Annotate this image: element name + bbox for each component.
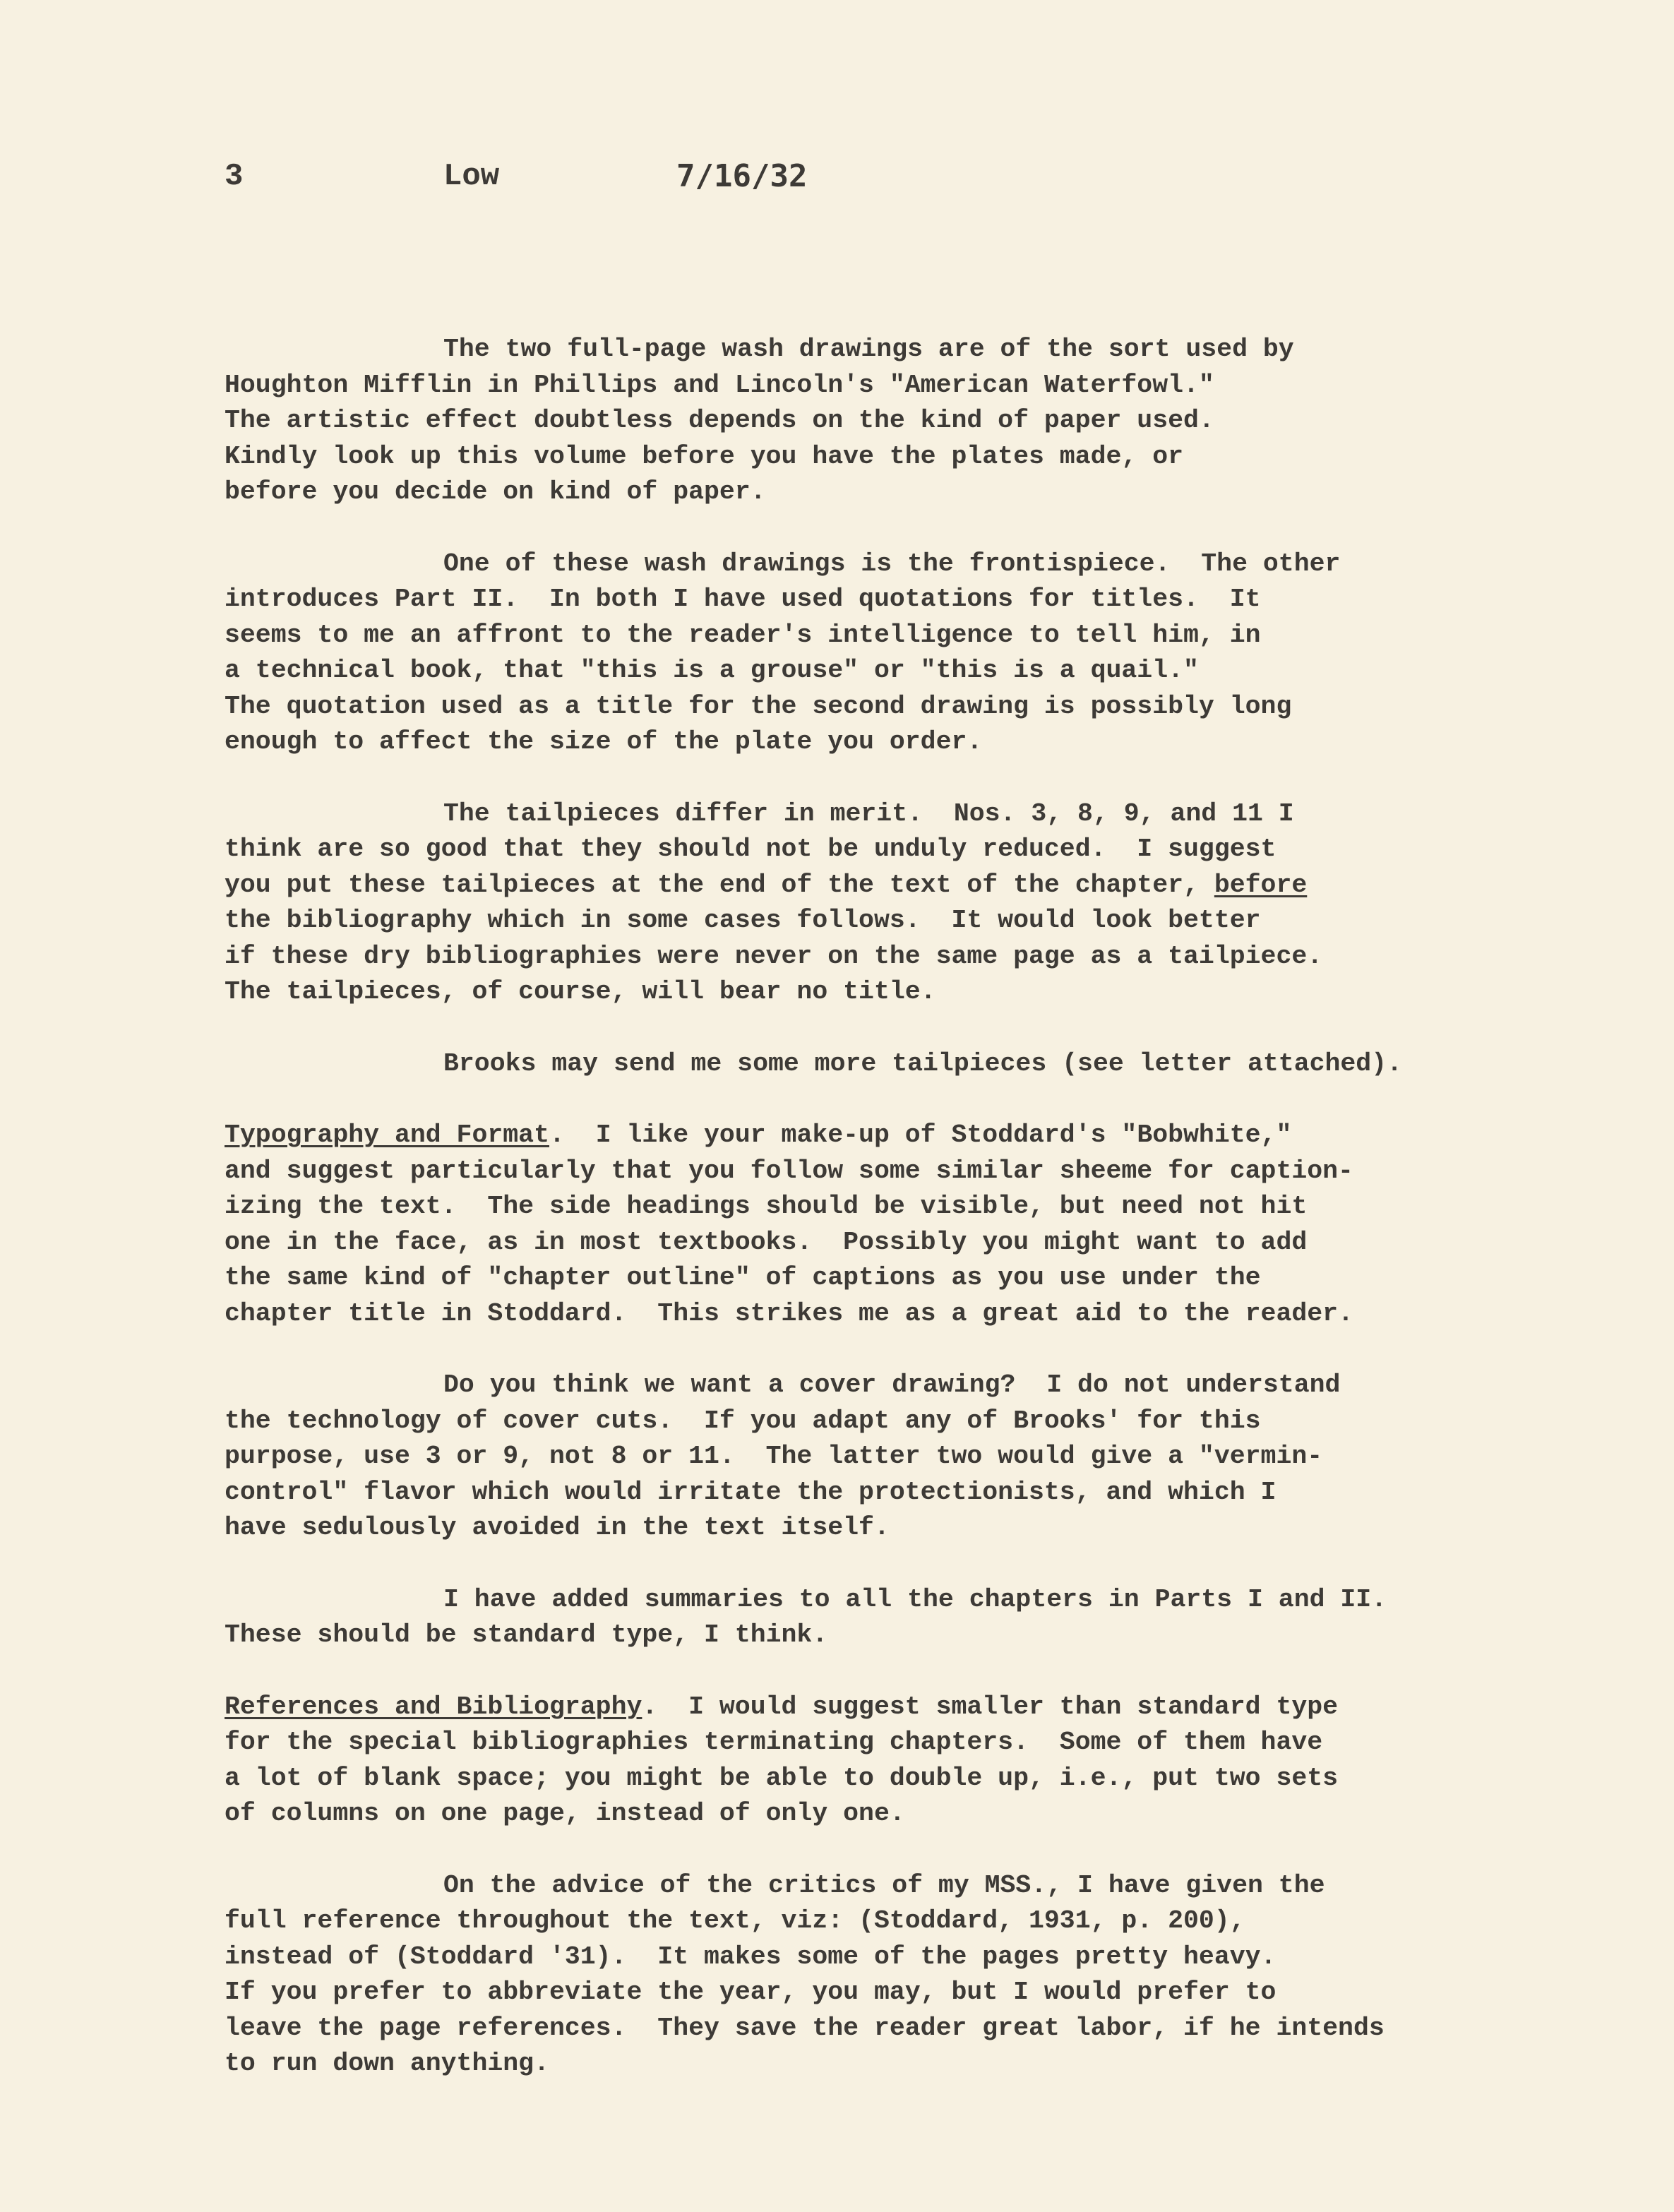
text-line <box>225 1118 1566 1154</box>
text-line: On the advice of the critics of my MSS., I have given the <box>443 1870 1325 1900</box>
text-line: before you decide on kind of paper. <box>225 477 766 506</box>
text-line: seems to me an affront to the reader's intelligence to tell him, in <box>225 620 1261 650</box>
text-line: chapter title in Stoddard. This strikes me as a great aid to the reader. <box>225 1298 1353 1328</box>
text-line: One of these wash drawings is the frontispiece. The other <box>443 549 1341 578</box>
letter-body <box>225 332 1566 2118</box>
paragraph-wash-drawings <box>225 332 1566 510</box>
underlined-word: before <box>1214 870 1308 899</box>
paragraph-typography <box>225 1118 1566 1332</box>
text-line: Kindly look up this volume before you have the plates made, or <box>225 441 1184 471</box>
paragraph-brooks <box>225 1046 1566 1082</box>
paragraph-references <box>225 1690 1566 1832</box>
text-segment: . I would suggest smaller than standard type <box>642 1692 1339 1721</box>
text-line: have sedulously avoided in the text itself. <box>225 1513 890 1542</box>
text-line: The artistic effect doubtless depends on the kind of paper used. <box>225 406 1214 435</box>
text-line: The tailpieces differ in merit. Nos. 3, 8, 9, and 11 I <box>443 799 1294 828</box>
text-segment: . I like your make-up of Stoddard's "Bobwhite," <box>549 1120 1292 1149</box>
text-line <box>225 868 1566 904</box>
text-line: izing the text. The side headings should be visible, but need not hit <box>225 1192 1308 1221</box>
text-line: a technical book, that "this is a grouse" or "this is a quail." <box>225 656 1199 685</box>
section-heading: Typography and Format <box>225 1120 549 1149</box>
text-line: These should be standard type, I think. <box>225 1620 828 1649</box>
text-line: Houghton Mifflin in Phillips and Lincoln's "American Waterfowl." <box>225 370 1214 400</box>
text-line: leave the page references. They save the reader great labor, if he intends <box>225 2013 1385 2043</box>
text-line: introduces Part II. In both I have used quotations for titles. It <box>225 585 1261 614</box>
text-line: the same kind of "chapter outline" of captions as you use under the <box>225 1263 1261 1292</box>
text-line: one in the face, as in most textbooks. Possibly you might want to add <box>225 1227 1308 1257</box>
paragraph-cover-drawing <box>225 1368 1566 1546</box>
text-line: Do you think we want a cover drawing? I do not understand <box>443 1370 1341 1399</box>
paragraph-summaries <box>225 1582 1566 1654</box>
text-line: full reference throughout the text, viz: (Stoddard, 1931, p. 200), <box>225 1906 1245 1935</box>
section-heading: References and Bibliography <box>225 1692 642 1721</box>
text-line <box>225 1690 1566 1726</box>
text-line: If you prefer to abbreviate the year, you may, but I would prefer to <box>225 1978 1277 2007</box>
text-segment: you put these tailpieces at the end of the text of the chapter, <box>225 870 1199 899</box>
text-line: to run down anything. <box>225 2049 549 2078</box>
text-line: The two full-page wash drawings are of the sort used by <box>443 335 1294 364</box>
text-line: control" flavor which would irritate the protectionists, and which I <box>225 1477 1277 1507</box>
text-line: Brooks may send me some more tailpieces (see letter attached). <box>443 1048 1403 1078</box>
text-line: and suggest particularly that you follow some similar sheeme for caption- <box>225 1156 1353 1185</box>
text-line: think are so good that they should not be unduly reduced. I suggest <box>225 835 1277 863</box>
paragraph-frontispiece <box>225 546 1566 760</box>
page-number: 3 <box>225 159 244 194</box>
text-line: the bibliography which in some cases follows. It would look better <box>225 906 1261 935</box>
text-line: for the special bibliographies terminating chapters. Some of them have <box>225 1728 1323 1757</box>
text-line: enough to affect the size of the plate you order. <box>225 727 983 756</box>
recipient-name: Low <box>443 159 500 194</box>
text-line: instead of (Stoddard '31). It makes some of the pages pretty heavy. <box>225 1942 1277 1971</box>
text-line: a lot of blank space; you might be able to double up, i.e., put two sets <box>225 1763 1339 1793</box>
text-line: The quotation used as a title for the second drawing is possibly long <box>225 691 1292 721</box>
text-line: I have added summaries to all the chapters in Parts I and II. <box>443 1584 1387 1614</box>
text-line: purpose, use 3 or 9, not 8 or 11. The latter two would give a "vermin- <box>225 1442 1323 1471</box>
text-line: the technology of cover cuts. If you adapt any of Brooks' for this <box>225 1406 1261 1435</box>
paragraph-citations <box>225 1868 1566 2082</box>
letter-date: 7/16/32 <box>676 158 808 194</box>
text-line: of columns on one page, instead of only one. <box>225 1799 905 1828</box>
text-line: The tailpieces, of course, will bear no title. <box>225 977 936 1006</box>
text-line: if these dry bibliographies were never on the same page as a tailpiece. <box>225 941 1323 971</box>
paragraph-tailpieces <box>225 796 1566 1010</box>
